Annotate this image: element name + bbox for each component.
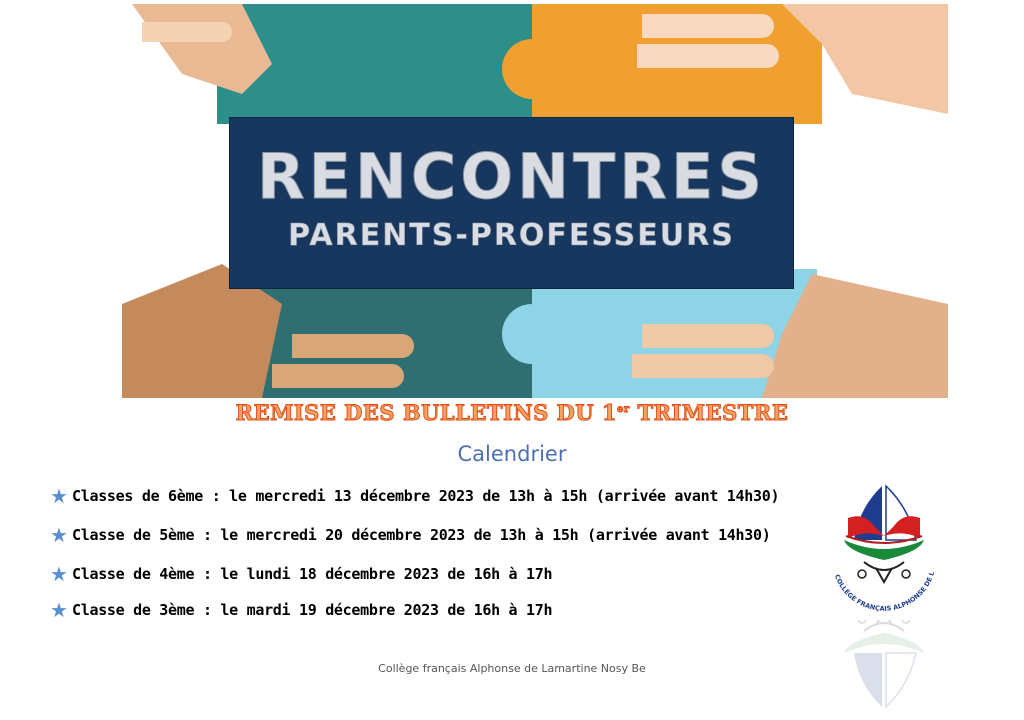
banner-image xyxy=(122,4,948,398)
footer-text: Collège français Alphonse de Lamartine Nosy Be xyxy=(378,662,646,675)
schedule-item-6eme xyxy=(50,486,779,506)
logo-text: COLLÈGE FRANÇAIS ALPHONSE DE L xyxy=(832,570,937,613)
school-crest-icon xyxy=(824,478,944,618)
schedule-item-4eme xyxy=(50,564,552,584)
star-icon: ★ xyxy=(50,523,68,547)
remise-heading xyxy=(0,400,1024,425)
banner-title-box xyxy=(230,118,793,288)
schedule-text: Classe de 3ème : le mardi 19 décembre 2023 de 16h à 17h xyxy=(72,601,553,619)
banner-title-sub: PARENTS-PROFESSEURS xyxy=(288,218,735,253)
remise-suffix: TRIMESTRE xyxy=(629,400,789,425)
schedule-item-3eme xyxy=(50,600,552,620)
schedule-text: Classe de 5ème : le mercredi 20 décembre 2023 de 13h à 15h (arrivée avant 14h30) xyxy=(72,526,771,544)
schedule-text: Classes de 6ème : le mercredi 13 décembre 2023 de 13h à 15h (arrivée avant 14h30) xyxy=(72,487,780,505)
remise-sup: er xyxy=(617,404,630,415)
star-icon: ★ xyxy=(50,562,68,586)
star-icon: ★ xyxy=(50,598,68,622)
schedule-item-5eme xyxy=(50,525,770,545)
calendrier-heading: Calendrier xyxy=(457,442,567,466)
star-icon: ★ xyxy=(50,484,68,508)
schedule-text: Classe de 4ème : le lundi 18 décembre 2023 de 16h à 17h xyxy=(72,565,553,583)
banner-title-main: RENCONTRES xyxy=(256,140,767,213)
school-logo xyxy=(824,478,944,618)
remise-prefix: REMISE DES BULLETINS DU 1 xyxy=(235,400,617,425)
